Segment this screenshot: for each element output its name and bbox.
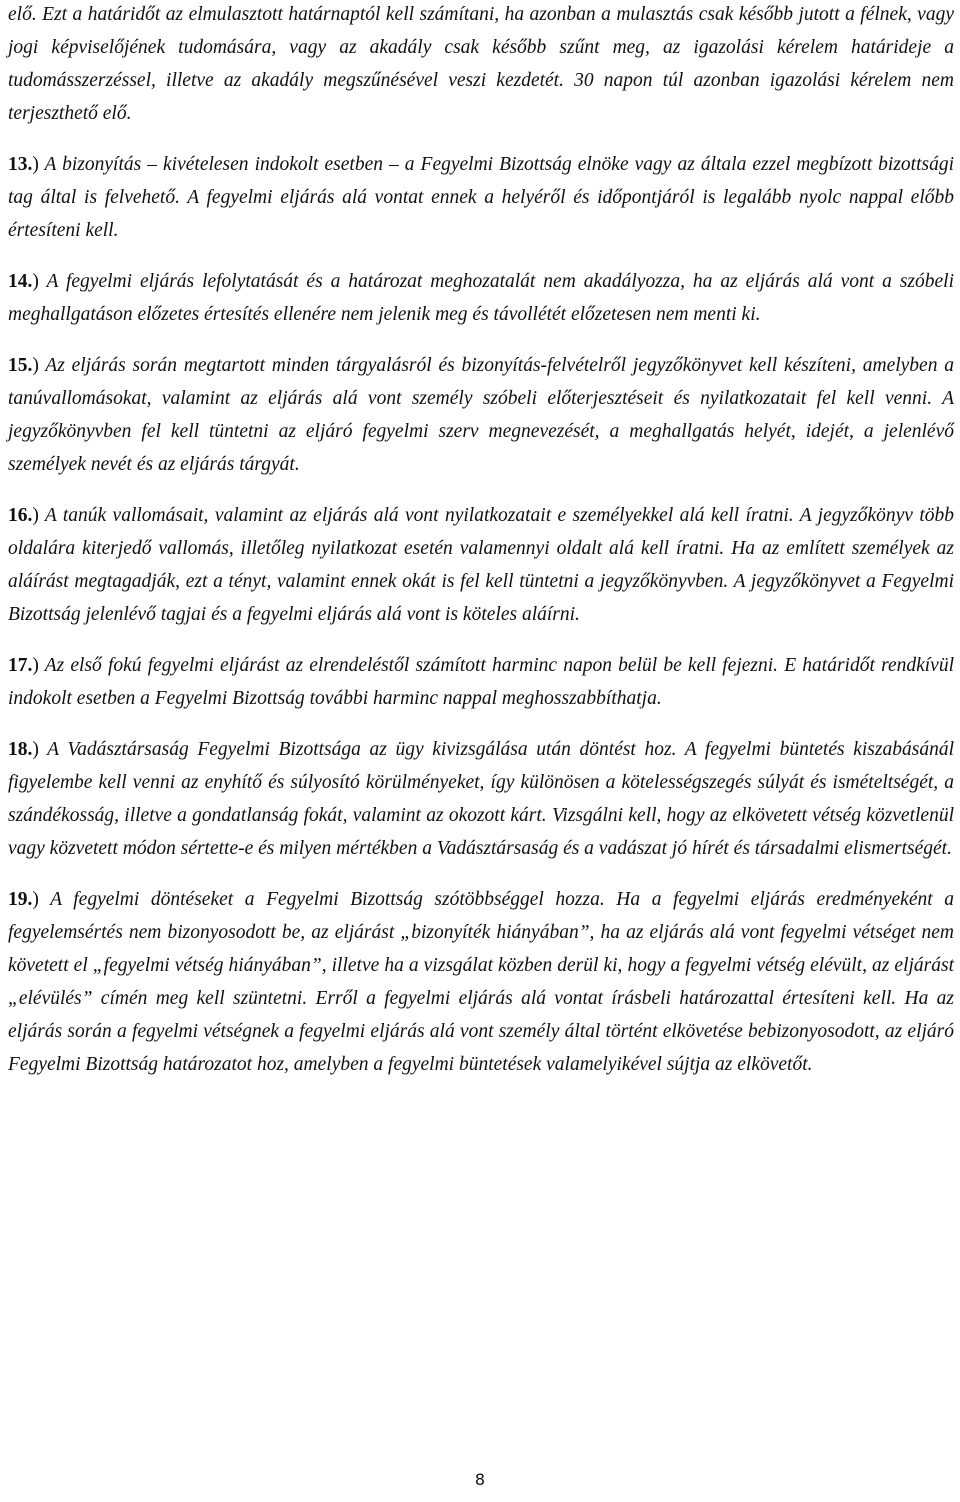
paragraph-13	[8, 148, 954, 247]
paragraph-number: 13.	[8, 154, 33, 175]
paragraph-16	[8, 499, 954, 631]
paragraph-number: 17.	[8, 655, 33, 676]
paragraph-number: 14.	[8, 271, 33, 292]
paragraph-number: 18.	[8, 739, 33, 760]
paragraph-text: Az első fokú fegyelmi eljárást az elrendeléstől számított harminc napon belül be kell fejezni. E határidőt rendkívül indokolt esetben a Fegyelmi Bizottság további harminc nappal meghosszabbíthatja.	[8, 655, 954, 709]
paragraph-paren: )	[32, 655, 39, 676]
paragraph-14	[8, 265, 954, 331]
paragraph-number: 15.	[8, 355, 33, 376]
paragraph-17	[8, 649, 954, 715]
paragraph-text: A Vadásztársaság Fegyelmi Bizottsága az ügy kivizsgálása után döntést hoz. A fegyelmi büntetés kiszabásánál figyelembe kell venni az enyhítő és súlyosító körülményeket, így különösen a kötelességszegés súlyát és ismételtségét, a szándékosság, illetve a gondatlanság fokát, valamint az okozott kárt. Vizsgálni kell, hogy az elkövetett vétség közvetlenül vagy közvetett módon sértette-e és milyen mértékben a Vadásztársaság és a vadászat jó hírét és társadalmi elismertségét.	[8, 739, 954, 859]
page-number: 8	[474, 1470, 486, 1489]
paragraph-number: 16.	[8, 505, 33, 526]
paragraph-paren: )	[32, 739, 39, 760]
paragraph-paren: )	[32, 154, 39, 175]
paragraph-text: A bizonyítás – kivételesen indokolt esetben – a Fegyelmi Bizottság elnöke vagy az általa ezzel megbízott bizottsági tag által is felvehető. A fegyelmi eljárás alá vontat ennek a helyéről és időpontjáról is legalább nyolc nappal előbb értesíteni kell.	[8, 154, 954, 241]
paragraph-text: A fegyelmi eljárás lefolytatását és a határozat meghozatalát nem akadályozza, ha az eljárás alá vont a szóbeli meghallgatáson előzetes értesítés ellenére nem jelenik meg és távollétét előzetesen nem menti ki.	[8, 271, 954, 325]
paragraph-paren: )	[32, 505, 39, 526]
paragraph-15	[8, 349, 954, 481]
paragraph-19	[8, 883, 954, 1081]
paragraph-text: elő. Ezt a határidőt az elmulasztott határnaptól kell számítani, ha azonban a mulasztás csak később jutott a félnek, vagy jogi képviselőjének tudomására, vagy az akadály csak később szűnt meg, az igazolási kérelem határideje a tudomásszerzéssel, illetve az akadály megszűnésével veszi kezdetét. 30 napon túl azonban igazolási kérelem nem terjeszthető elő.	[8, 4, 954, 124]
paragraph-paren: )	[32, 271, 39, 292]
paragraph-paren: )	[32, 355, 39, 376]
paragraph-text: Az eljárás során megtartott minden tárgyalásról és bizonyítás-felvételről jegyzőkönyvet kell készíteni, amelyben a tanúvallomásokat, valamint az eljárás alá vont személy szóbeli előterjesztéseit és nyilatkozatait fel kell venni. A jegyzőkönyvben fel kell tüntetni az eljáró fegyelmi szerv megnevezését, a meghallgatás helyét, idejét, a jelenlévő személyek nevét és az eljárás tárgyát.	[8, 355, 954, 475]
paragraph-paren: )	[32, 889, 39, 910]
paragraph-text: A fegyelmi döntéseket a Fegyelmi Bizottság szótöbbséggel hozza. Ha a fegyelmi eljárás eredményeként a fegyelemsértés nem bizonyosodott be, az eljárást „bizonyíték hiányában”, ha az eljárás alá vont fegyelmi vétséget nem követett el „fegyelmi vétség hiányában”, illetve ha a vizsgálat közben derül ki, hogy a fegyelmi vétség elévült, az eljárást „elévülés” címén meg kell szüntetni. Erről a fegyelmi eljárás alá vontat írásbeli határozattal értesíteni kell. Ha az eljárás során a fegyelmi vétségnek a fegyelmi eljárás alá vont személy által történt elkövetése bebizonyosodott, az eljáró Fegyelmi Bizottság határozatot hoz, amelyben a fegyelmi büntetések valamelyikével sújtja az elkövetőt.	[8, 889, 954, 1075]
paragraph-text: A tanúk vallomásait, valamint az eljárás alá vont nyilatkozatait e személyekkel alá kell íratni. A jegyzőkönyv több oldalára kiterjedő vallomás, illetőleg nyilatkozat esetén valamennyi oldalt alá kell íratni. Ha az említett személyek az aláírást megtagadják, ezt a tényt, valamint ennek okát is fel kell tüntetni a jegyzőkönyvben. A jegyzőkönyvet a Fegyelmi Bizottság jelenlévő tagjai és a fegyelmi eljárás alá vont is köteles aláírni.	[8, 505, 954, 625]
paragraph-18	[8, 733, 954, 865]
document-page	[8, 0, 954, 1099]
paragraph-number: 19.	[8, 889, 33, 910]
paragraph-continued	[8, 0, 954, 130]
